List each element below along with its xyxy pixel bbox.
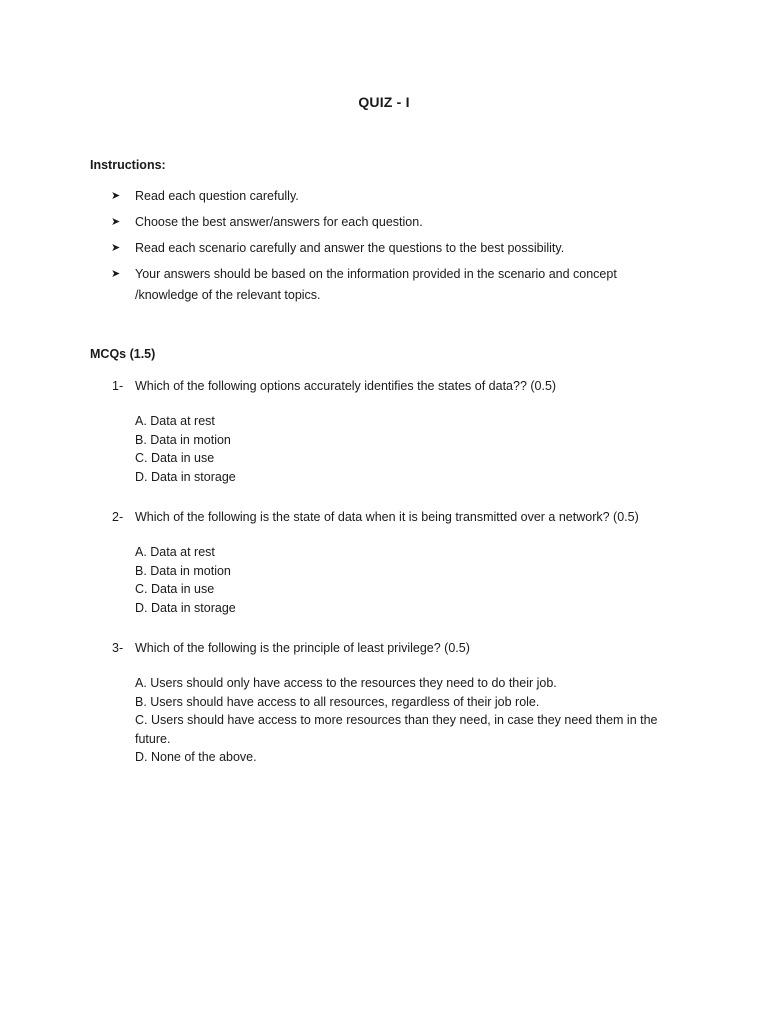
option-item: D. Data in storage — [135, 600, 236, 615]
question-text: Which of the following is the principle of least privilege? (0.5) — [135, 641, 470, 655]
instruction-text: Read each scenario carefully and answer the questions to the best possibility. — [135, 241, 565, 255]
option-item: D. None of the above. — [135, 750, 257, 764]
option-item: B. Data in motion — [135, 563, 231, 578]
question-number: 1- — [112, 379, 124, 393]
option-item: B. Users should have access to all resources, regardless of their job role. — [135, 694, 540, 709]
question-1 — [112, 377, 672, 486]
question-3 — [112, 639, 672, 767]
question-2 — [112, 508, 672, 617]
option-item: D. Data in storage — [135, 469, 236, 484]
list-item — [90, 212, 670, 233]
list-item — [90, 186, 670, 207]
question-line — [112, 639, 672, 657]
arrow-bullet-icon: ➤ — [111, 242, 121, 254]
question-line — [112, 377, 672, 395]
option-item: B. Data in motion — [135, 432, 231, 447]
question-number: 2- — [112, 510, 124, 524]
options-list — [135, 412, 672, 486]
instruction-text: Read each question carefully. — [135, 189, 299, 203]
options-list — [135, 674, 672, 767]
question-number: 3- — [112, 641, 124, 655]
options-list — [135, 543, 672, 617]
question-text: Which of the following options accurately identifies the states of data?? (0.5) — [135, 379, 557, 393]
list-item — [90, 264, 670, 306]
quiz-title: QUIZ - I — [358, 94, 410, 110]
arrow-bullet-icon: ➤ — [111, 216, 121, 228]
instructions-heading: Instructions: — [90, 158, 166, 172]
option-item: C. Data in use — [135, 451, 215, 465]
instruction-text: Choose the best answer/answers for each question. — [135, 215, 423, 229]
option-item: A. Users should only have access to the resources they need to do their job. — [135, 676, 557, 690]
option-item: A. Data at rest — [135, 414, 215, 428]
option-item: C. Users should have access to more resources than they need, in case they need them in the future. — [135, 713, 658, 746]
arrow-bullet-icon: ➤ — [111, 268, 121, 280]
option-item: A. Data at rest — [135, 545, 215, 559]
question-text: Which of the following is the state of data when it is being transmitted over a network? (0.5) — [135, 510, 639, 524]
list-item — [90, 238, 670, 259]
question-line — [112, 508, 672, 526]
instructions-list — [90, 186, 670, 311]
mcq-heading: MCQs (1.5) — [90, 347, 156, 361]
arrow-bullet-icon: ➤ — [111, 190, 121, 202]
option-item: C. Data in use — [135, 582, 215, 596]
instruction-text: Your answers should be based on the information provided in the scenario and concept /knowledge of the relevant topics. — [135, 267, 617, 302]
